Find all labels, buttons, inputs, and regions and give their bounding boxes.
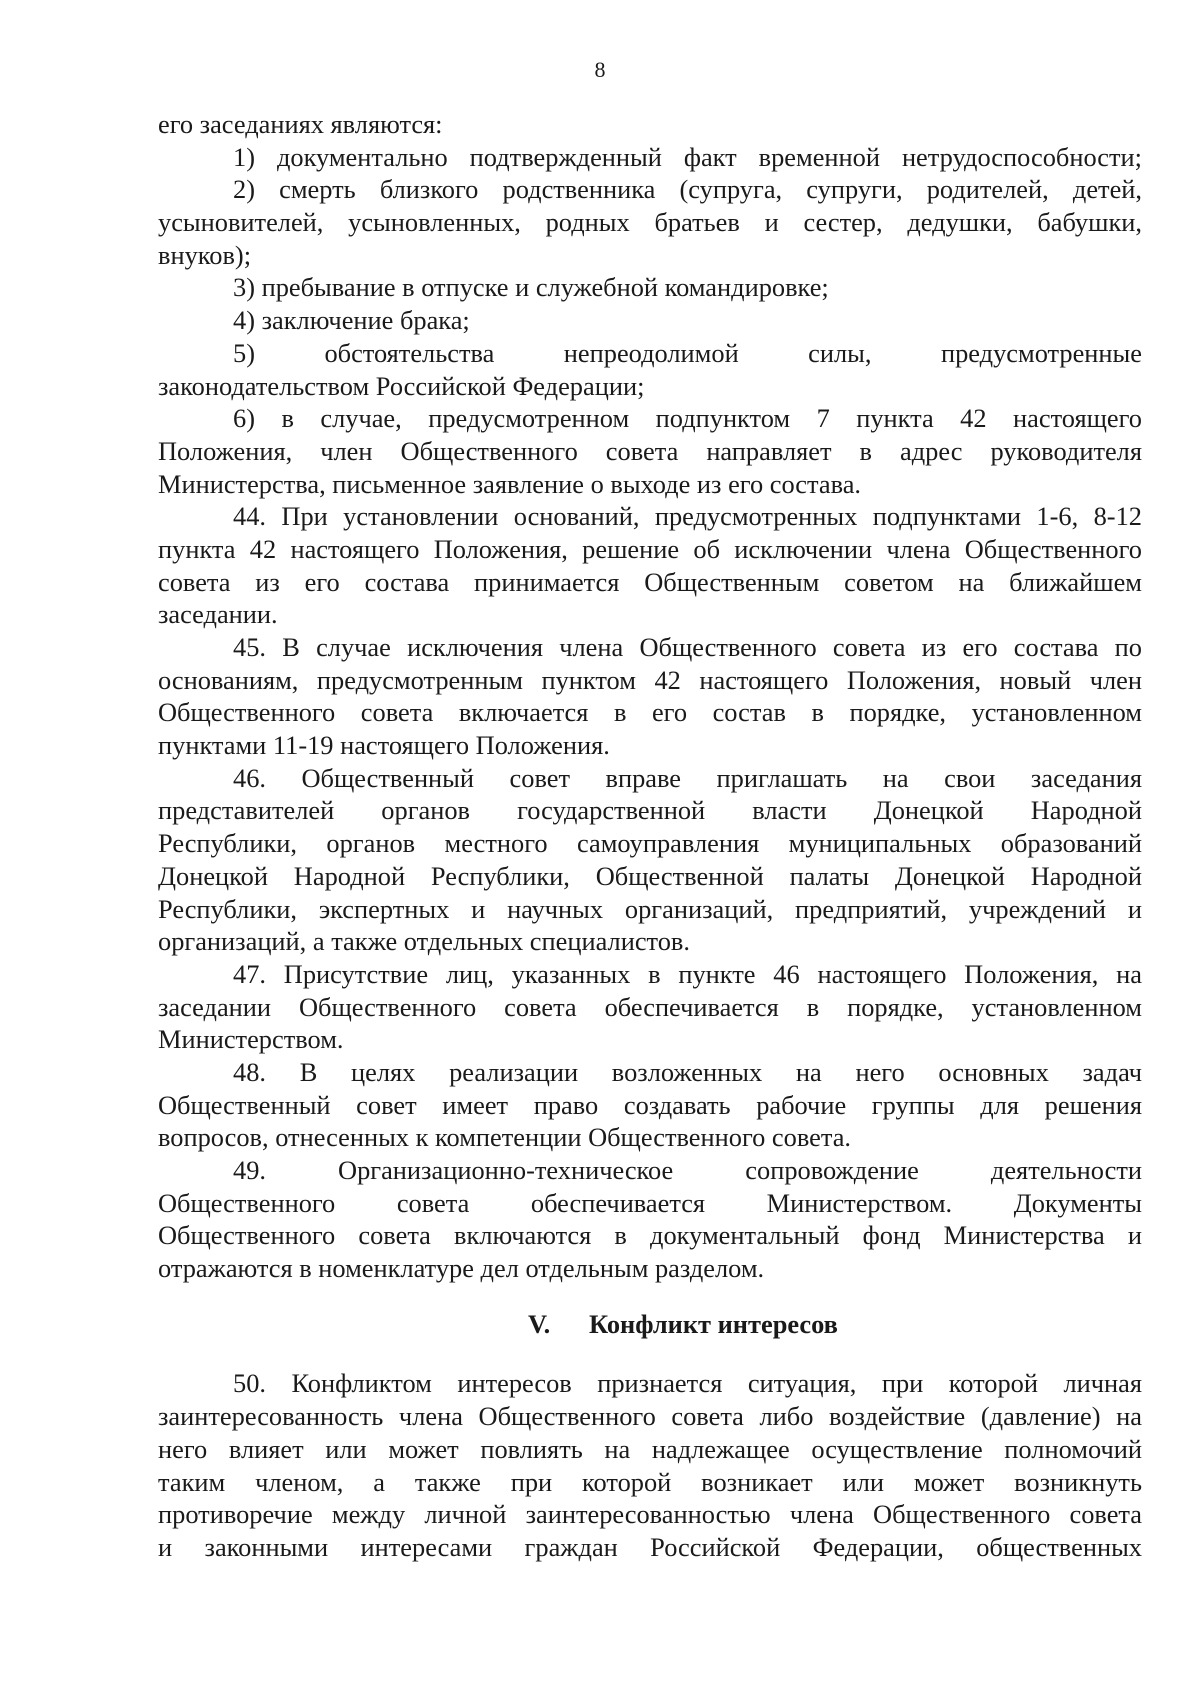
text-line: него влияет или может повлиять на надлежащее осуществление полномочий (158, 1433, 1142, 1464)
text-line: заседании Общественного совета обеспечивается в порядке, установленном (158, 991, 1142, 1022)
text-line: 1) документально подтвержденный факт временной нетрудоспособности; (233, 141, 1142, 172)
text-line: 6) в случае, предусмотренном подпунктом 7 пункта 42 настоящего (233, 403, 1142, 434)
text-line: противоречие между личной заинтересованностью члена Общественного совета (158, 1499, 1142, 1530)
text-line: его заседаниях являются: (158, 109, 443, 139)
text-line: Общественного совета включаются в документальный фонд Министерства и (158, 1220, 1142, 1251)
text-line: Республики, экспертных и научных организаций, предприятий, учреждений и (158, 893, 1142, 924)
text-line: 3) пребывание в отпуске и служебной командировке; (233, 272, 829, 303)
text-line: пункта 42 настоящего Положения, решение об исключении члена Общественного (158, 533, 1142, 564)
paragraphs-before-section (158, 108, 1142, 1285)
text-line: Положения, член Общественного совета направляет в адрес руководителя (158, 435, 1142, 466)
text-line: усыновителей, усыновленных, родных братьев и сестер, дедушки, бабушки, (158, 207, 1142, 238)
text-line: заседании. (158, 599, 278, 630)
text-line: таким членом, а также при которой возникает или может возникнуть (158, 1466, 1142, 1497)
text-line: Министерства, письменное заявление о выходе из его состава. (158, 468, 862, 499)
document-body (158, 108, 1142, 1564)
text-line: 44. При установлении оснований, предусмотренных подпунктами 1-6, 8-12 (233, 501, 1142, 532)
text-line: заинтересованность члена Общественного совета либо воздействие (давление) на (158, 1401, 1142, 1432)
text-line: 4) заключение брака; (233, 305, 470, 336)
page-number: 8 (594, 57, 606, 82)
text-line: Общественного совета включается в его состав в порядке, установленном (158, 697, 1142, 728)
paragraphs-after-section (158, 1367, 1142, 1563)
section-number: V. (528, 1308, 551, 1339)
text-line: 47. Присутствие лиц, указанных в пункте 46 настоящего Положения, на (233, 958, 1142, 989)
text-line: пунктами 11-19 настоящего Положения. (158, 730, 610, 761)
text-line: внуков); (158, 239, 252, 270)
text-line: и законными интересами граждан Российской Федерации, общественных (158, 1531, 1142, 1562)
text-line: Республики, органов местного самоуправления муниципальных образований (158, 828, 1142, 859)
text-line: 50. Конфликтом интересов признается ситуация, при которой личная (233, 1368, 1142, 1399)
section-title: Конфликт интересов (589, 1308, 838, 1339)
text-line: Донецкой Народной Республики, Общественной палаты Донецкой Народной (158, 860, 1142, 891)
section-heading (158, 1308, 1142, 1341)
text-line: отражаются в номенклатуре дел отдельным разделом. (158, 1253, 765, 1284)
text-line: 2) смерть близкого родственника (супруга, супруги, родителей, детей, (233, 174, 1142, 205)
text-line: 48. В целях реализации возложенных на него основных задач (233, 1056, 1142, 1087)
text-line: 45. В случае исключения члена Общественного совета из его состава по (233, 632, 1142, 662)
text-line: совета из его состава принимается Общественным советом на ближайшем (158, 566, 1142, 597)
text-line: организаций, а также отдельных специалистов. (158, 926, 690, 957)
text-line: представителей органов государственной власти Донецкой Народной (158, 795, 1142, 826)
text-line: 5) обстоятельства непреодолимой силы, предусмотренные (233, 337, 1142, 368)
text-line: законодательством Российской Федерации; (158, 370, 645, 401)
text-line: основаниям, предусмотренным пунктом 42 настоящего Положения, новый член (158, 664, 1142, 695)
text-line: 46. Общественный совет вправе приглашать на свои заседания (233, 762, 1142, 793)
text-line: вопросов, отнесенных к компетенции Общественного совета. (158, 1122, 852, 1153)
text-line: Общественного совета обеспечивается Министерством. Документы (158, 1187, 1142, 1218)
text-line: Министерством. (158, 1024, 344, 1055)
text-line: 49. Организационно-техническое сопровождение деятельности (233, 1155, 1142, 1185)
text-line: Общественный совет имеет право создавать рабочие группы для решения (158, 1089, 1142, 1120)
